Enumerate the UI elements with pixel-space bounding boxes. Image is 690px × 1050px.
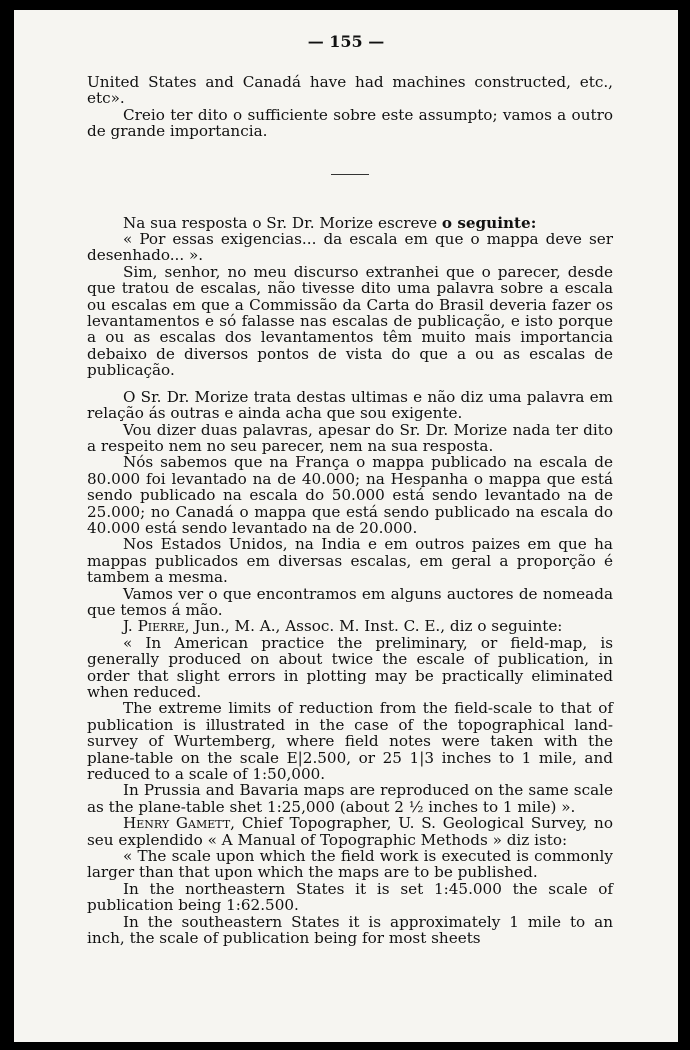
paragraph: United States and Canadá have had machines constructed, etc., etc». — [87, 73, 613, 108]
author-name: J. Pierre — [123, 617, 185, 636]
quote-paragraph: In Prussia and Bavaria maps are reproduced on the same scale as the plane-table shet 1:25,000 (about 2 ½ inches to 1 mile) ». — [87, 781, 613, 816]
author-name: Henry Gamett — [123, 814, 231, 833]
quote-paragraph: « The scale upon which the field work is executed is commonly larger than that upon which the maps are to be published. — [87, 847, 613, 882]
paragraph-pierre — [87, 618, 613, 634]
paragraph-intro — [87, 215, 613, 231]
paragraph-gamett — [87, 815, 613, 848]
paragraph: O Sr. Dr. Morize trata destas ultimas e não diz uma palavra em relação ás outras e ainda acha que sou exigente. — [87, 387, 613, 423]
paragraph: Vou dizer duas palavras, apesar do Sr. Dr. Morize nada ter dito a respeito nem no seu parecer, nem na sua resposta. — [87, 420, 613, 455]
paragraph: « Por essas exigencias... da escala em que o mappa deve ser desenhado... ». — [87, 230, 613, 265]
paragraph: Sim, senhor, no meu discurso extranhei que o parecer, desde que tratou de escalas, não tivesse dito uma palavra sobre a escala ou escalas em que a Commissão da Carta do Brasil deveria fazer os levantamentos e só falasse nas escalas de publicação, e isto porque a ou as escalas dos levantamentos têm muito mais importancia debaixo de diversos pontos de vista do que a ou as escalas de publicação. — [87, 262, 613, 380]
section-divider — [331, 174, 369, 175]
paragraph: Nós sabemos que na França o mappa publicado na escala de 80.000 foi levantado na de 40.000; na Hespanha o mappa que está sendo publicado na escala do 50.000 está sendo levantado na de 25.000; no Canadá o mappa que está sendo publicado na escala do 40.000 está sendo levantado na de 20.000. — [87, 453, 613, 537]
quote-paragraph: « In American practice the preliminary, or field-map, is generally produced on about twice the escale of publication, in order that slight errors in plotting may be practically eliminated when reduced. — [87, 633, 613, 701]
intro-bold: o seguinte: — [441, 213, 537, 232]
quote-paragraph: In the northeastern States it is set 1:45.000 the scale of publication being 1:62.500. — [87, 879, 613, 915]
intro-text: Na sua resposta o Sr. Dr. Morize escreve — [123, 213, 442, 232]
quote-paragraph: The extreme limits of reduction from the field-scale to that of publication is illustrated in the case of the topographical land-survey of Wurtemberg, where field notes were taken with the plane-table on the scale E|2.500, or 25 1|3 inches to 1 mile, and reduced to a scale of 1:50,000. — [87, 699, 613, 784]
document-page — [14, 10, 678, 1042]
paragraph: Creio ter dito o sufficiente sobre este assumpto; vamos a outro de grande importancia. — [87, 105, 613, 141]
paragraph: Vamos ver o que encontramos em alguns auctores de nomeada que temos á mão. — [87, 584, 613, 619]
page-number: — 155 — — [307, 32, 385, 51]
paragraph: Nos Estados Unidos, na India e em outros paizes em que ha mappas publicados em diversas escalas, em geral a proporção é tambem a mesma. — [87, 535, 613, 587]
quote-paragraph: In the southeastern States it is approximately 1 mile to an inch, the scale of publication being for most sheets — [87, 912, 613, 948]
body-text — [87, 74, 613, 947]
author-text: , Chief Topographer, U. S. Geological Survey, no seu explendido « A Manual of Topographic Methods » diz isto: — [87, 814, 613, 849]
author-text: , Jun., M. A., Assoc. M. Inst. C. E., diz o seguinte: — [184, 617, 563, 636]
